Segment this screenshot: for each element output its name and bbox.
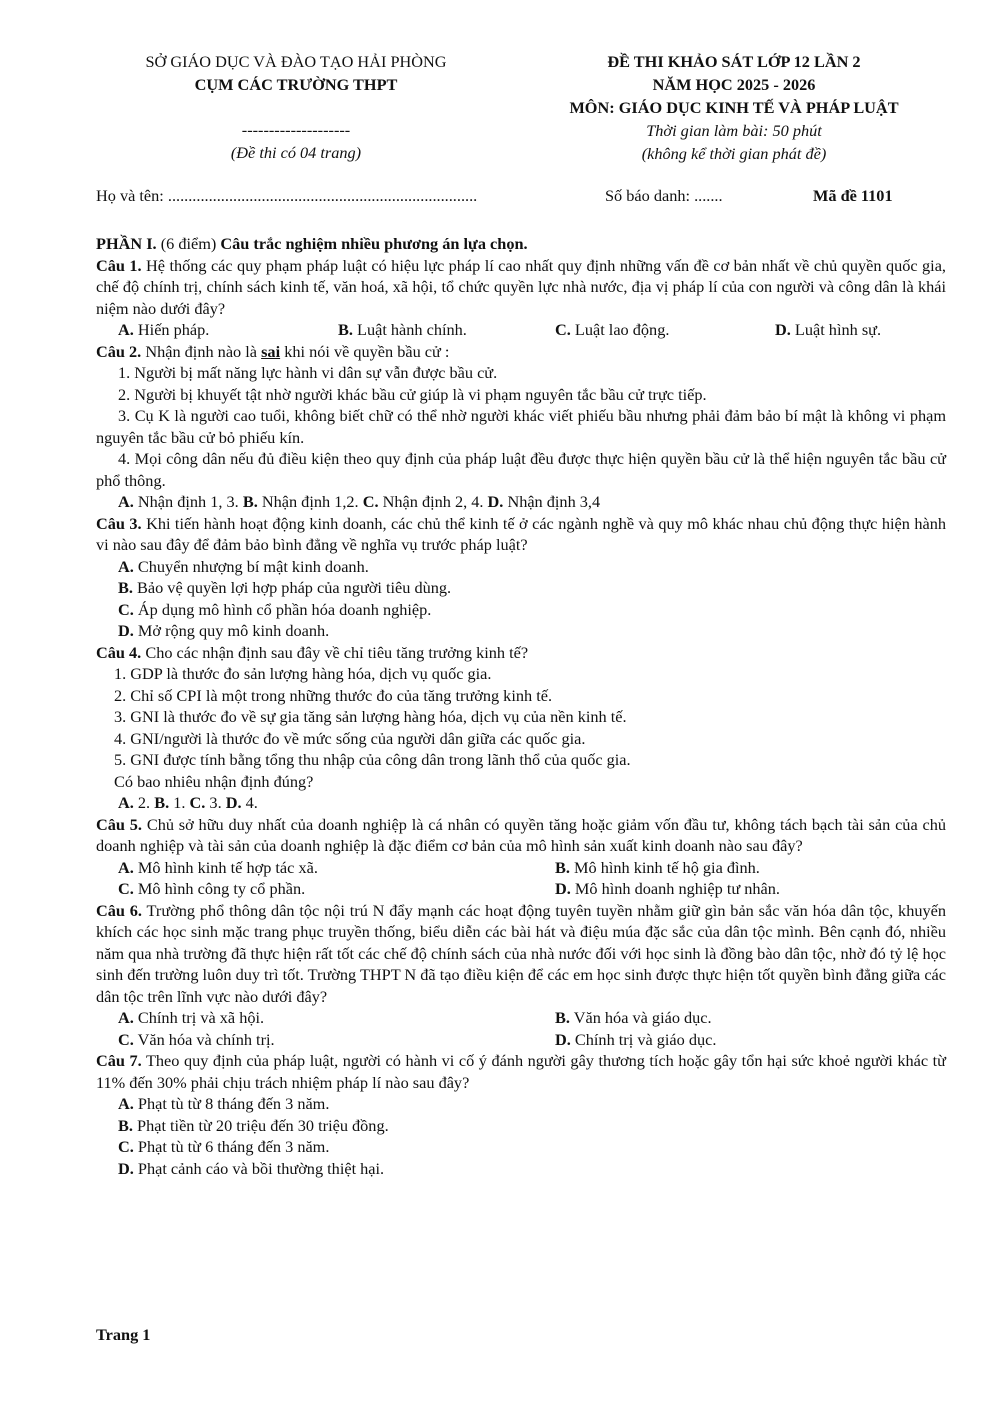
option-c[interactable]: C. Văn hóa và chính trị.	[118, 1029, 275, 1049]
subject-name: MÔN: GIÁO DỤC KINH TẾ VÀ PHÁP LUẬT	[569, 98, 899, 117]
question-label: Câu 7.	[96, 1051, 142, 1070]
question-text: khi nói về quyền bầu cử :	[284, 341, 450, 361]
part-label: PHẦN I.	[96, 234, 157, 253]
question-3	[96, 513, 946, 556]
option-a[interactable]: A. Chuyển nhượng bí mật kinh doanh.	[118, 556, 369, 576]
question-1	[96, 255, 946, 320]
question-label: Câu 2.	[96, 341, 142, 361]
option-d[interactable]: D. Mở rộng quy mô kinh doanh.	[118, 621, 330, 640]
question-text: Trường phổ thông dân tộc nội trú N đẩy mạnh các hoạt động tuyên tuyền nhằm giữ gìn bản sắc văn hóa dân tộc, khuyến khích các học sinh mặc trang phục truyền thống, biểu diễn các bài hát và điệu múa đặc sắc của dân tộc mình. Bên cạnh đó, nhiều năm qua nhà trường đã thực hiện rất tốt các chế độ chính sách của nhà nước đối với học sinh là đồng bào dân tộc, nhờ đó tỷ lệ học sinh đến trường luôn duy trì tốt. Trường THPT N đã tạo điều kiện để các em học sinh được thực hiện tốt quyền bình đẳng giữa các dân tộc trên lĩnh vực nào dưới đây?	[96, 900, 946, 1006]
question-2-options	[96, 491, 946, 513]
option-b[interactable]: B. Mô hình kinh tế hộ gia đình.	[555, 857, 760, 877]
question-label: Câu 4.	[96, 642, 142, 662]
question-6	[96, 900, 946, 1008]
option-c[interactable]: C. Áp dụng mô hình cổ phần hóa doanh nghiệp.	[118, 599, 432, 619]
student-id-field[interactable]: Số báo danh: .......	[605, 186, 723, 205]
option-a[interactable]: A. Mô hình kinh tế hợp tác xã.	[118, 857, 318, 877]
option-a[interactable]: A. Chính trị và xã hội.	[118, 1008, 265, 1027]
question-text: Hệ thống các quy phạm pháp luật có hiệu lực pháp lí cao nhất quy định những vấn đề cơ bản nhất về chủ quyền quốc gia, chế độ chính trị, chính sách kinh tế, văn hoá, xã hội, tổ chức quyền lực nhà nước, địa vị pháp lí của con người và công dân là khái niệm nào dưới đây?	[96, 255, 946, 318]
exam-code: Mã đề 1101	[813, 186, 893, 205]
statement-item: 3. Cụ K là người cao tuổi, không biết chữ có thể nhờ người khác viết phiếu bầu nhưng phải đảm bảo bí mật là không vi phạm nguyên tắc bầu cử bỏ phiếu kín.	[96, 406, 946, 447]
statement-question: Có bao nhiêu nhận định đúng?	[114, 771, 314, 791]
pages-note: (Đề thi có 04 trang)	[230, 143, 362, 162]
statement-item: 1. Người bị mất năng lực hành vi dân sự vẫn được bầu cử.	[118, 363, 498, 382]
statement-item: 1. GDP là thước đo sản lượng hàng hóa, dịch vụ quốc gia.	[114, 664, 492, 683]
statement-item: 2. Người bị khuyết tật nhờ người khác bầu cử giúp là vi phạm nguyên tắc bầu cử trực tiếp.	[118, 384, 707, 404]
statement-item: 4. Mọi công dân nếu đủ điều kiện theo quy định của pháp luật đều được thực hiện quyền bầu cử là thể hiện nguyên tắc bầu cử phổ thông.	[96, 449, 946, 490]
header-left	[96, 50, 496, 164]
option-c[interactable]: C. Luật lao động.	[555, 320, 670, 339]
question-6-options-row1	[96, 1007, 946, 1029]
time-note: (không kể thời gian phát đề)	[641, 144, 827, 163]
option-c[interactable]: C. Nhận định 2, 4.	[362, 492, 484, 511]
question-1-options	[96, 319, 946, 341]
option-a[interactable]: A. 2.	[118, 793, 151, 812]
page-number: Trang 1	[96, 1325, 151, 1344]
statement-item: 5. GNI được tính bằng tổng thu nhập của công dân trong lãnh thổ của quốc gia.	[114, 750, 631, 769]
question-text: Nhận định nào là	[145, 341, 258, 361]
time-limit: Thời gian làm bài: 50 phút	[646, 121, 822, 140]
question-emphasis: sai	[261, 341, 281, 361]
question-7	[96, 1050, 946, 1093]
option-b[interactable]: B. Nhận định 1,2.	[242, 492, 359, 511]
option-c[interactable]: C. 3.	[189, 793, 222, 812]
cluster-name: CỤM CÁC TRƯỜNG THPT	[194, 75, 398, 94]
question-2	[96, 341, 946, 363]
divider-dashes: --------------------	[241, 120, 351, 139]
statement-item: 4. GNI/người là thước đo về mức sống của người dân giữa các quốc gia.	[114, 728, 586, 748]
question-4	[96, 642, 946, 664]
option-d[interactable]: D. Chính trị và giáo dục.	[555, 1029, 717, 1049]
statement-item: 3. GNI là thước đo về sự gia tăng sản lượng hàng hóa, dịch vụ của nền kinh tế.	[114, 707, 627, 726]
option-c[interactable]: C. Mô hình công ty cổ phần.	[118, 879, 306, 898]
question-4-options	[96, 792, 946, 814]
department-name: SỞ GIÁO DỤC VÀ ĐÀO TẠO HẢI PHÒNG	[145, 52, 447, 71]
student-info-line	[96, 187, 946, 209]
question-label: Câu 1.	[96, 255, 142, 275]
question-text: Theo quy định của pháp luật, người có hành vi cố ý đánh người gây thương tích hoặc gây tổn hại sức khoẻ người khác từ 11% đến 30% phải chịu trách nhiệm pháp lí nào sau đây?	[96, 1051, 946, 1092]
exam-title: ĐỀ THI KHẢO SÁT LỚP 12 LẦN 2	[607, 52, 861, 71]
option-a[interactable]: A. Hiến pháp.	[118, 320, 210, 339]
option-d[interactable]: D. Phạt cảnh cáo và bồi thường thiệt hại.	[118, 1158, 385, 1178]
part-points: (6 điểm)	[160, 234, 217, 253]
option-b[interactable]: B. Luật hành chính.	[338, 320, 467, 339]
option-d[interactable]: D. Mô hình doanh nghiệp tư nhân.	[555, 879, 780, 898]
question-text: Chủ sở hữu duy nhất của doanh nghiệp là cá nhân có quyền tăng hoặc giảm vốn đầu tư, không tách bạch tài sản của chủ doanh nghiệp và tài sản của doanh nghiệp là đặc điểm cơ bản của mô hình sản xuất kinh doanh nào sau đây?	[96, 814, 946, 855]
school-year: NĂM HỌC 2025 - 2026	[652, 75, 816, 94]
option-b[interactable]: B. Bảo vệ quyền lợi hợp pháp của người tiêu dùng.	[118, 578, 452, 597]
part-heading	[96, 233, 946, 255]
option-b[interactable]: B. Phạt tiền từ 20 triệu đến 30 triệu đồng.	[118, 1115, 389, 1135]
exam-body	[96, 233, 946, 1179]
option-a[interactable]: A. Nhận định 1, 3.	[118, 492, 239, 511]
question-label: Câu 3.	[96, 513, 142, 533]
option-c[interactable]: C. Phạt tù từ 6 tháng đến 3 năm.	[118, 1137, 330, 1156]
option-a[interactable]: A. Phạt tù từ 8 tháng đến 3 năm.	[118, 1094, 330, 1113]
question-5-options-row1	[96, 857, 946, 879]
question-6-options-row2	[96, 1029, 946, 1051]
option-d[interactable]: D. Nhận định 3,4	[487, 492, 601, 511]
part-title: Câu trắc nghiệm nhiều phương án lựa chọn.	[220, 234, 528, 253]
question-text: Khi tiến hành hoạt động kinh doanh, các chủ thể kinh tế ở các ngành nghề và quy mô khác nhau chủ động thực hiện hành vi nào sau đây để đảm bảo bình đẳng về nghĩa vụ trước pháp luật?	[96, 513, 946, 554]
student-name-field[interactable]: Họ và tên: ............................................................................	[96, 186, 478, 205]
option-d[interactable]: D. 4.	[225, 793, 258, 812]
question-label: Câu 5.	[96, 814, 142, 834]
option-d[interactable]: D. Luật hình sự.	[775, 320, 882, 339]
question-5	[96, 814, 946, 857]
option-b[interactable]: B. 1.	[154, 793, 186, 812]
statement-item: 2. Chỉ số CPI là một trong những thước đo của tăng trưởng kinh tế.	[114, 685, 553, 705]
header-right	[518, 50, 950, 165]
question-text: Cho các nhận định sau đây về chỉ tiêu tăng trưởng kinh tế?	[145, 642, 529, 662]
question-5-options-row2	[96, 878, 946, 900]
question-label: Câu 6.	[96, 900, 142, 920]
option-b[interactable]: B. Văn hóa và giáo dục.	[555, 1008, 712, 1027]
